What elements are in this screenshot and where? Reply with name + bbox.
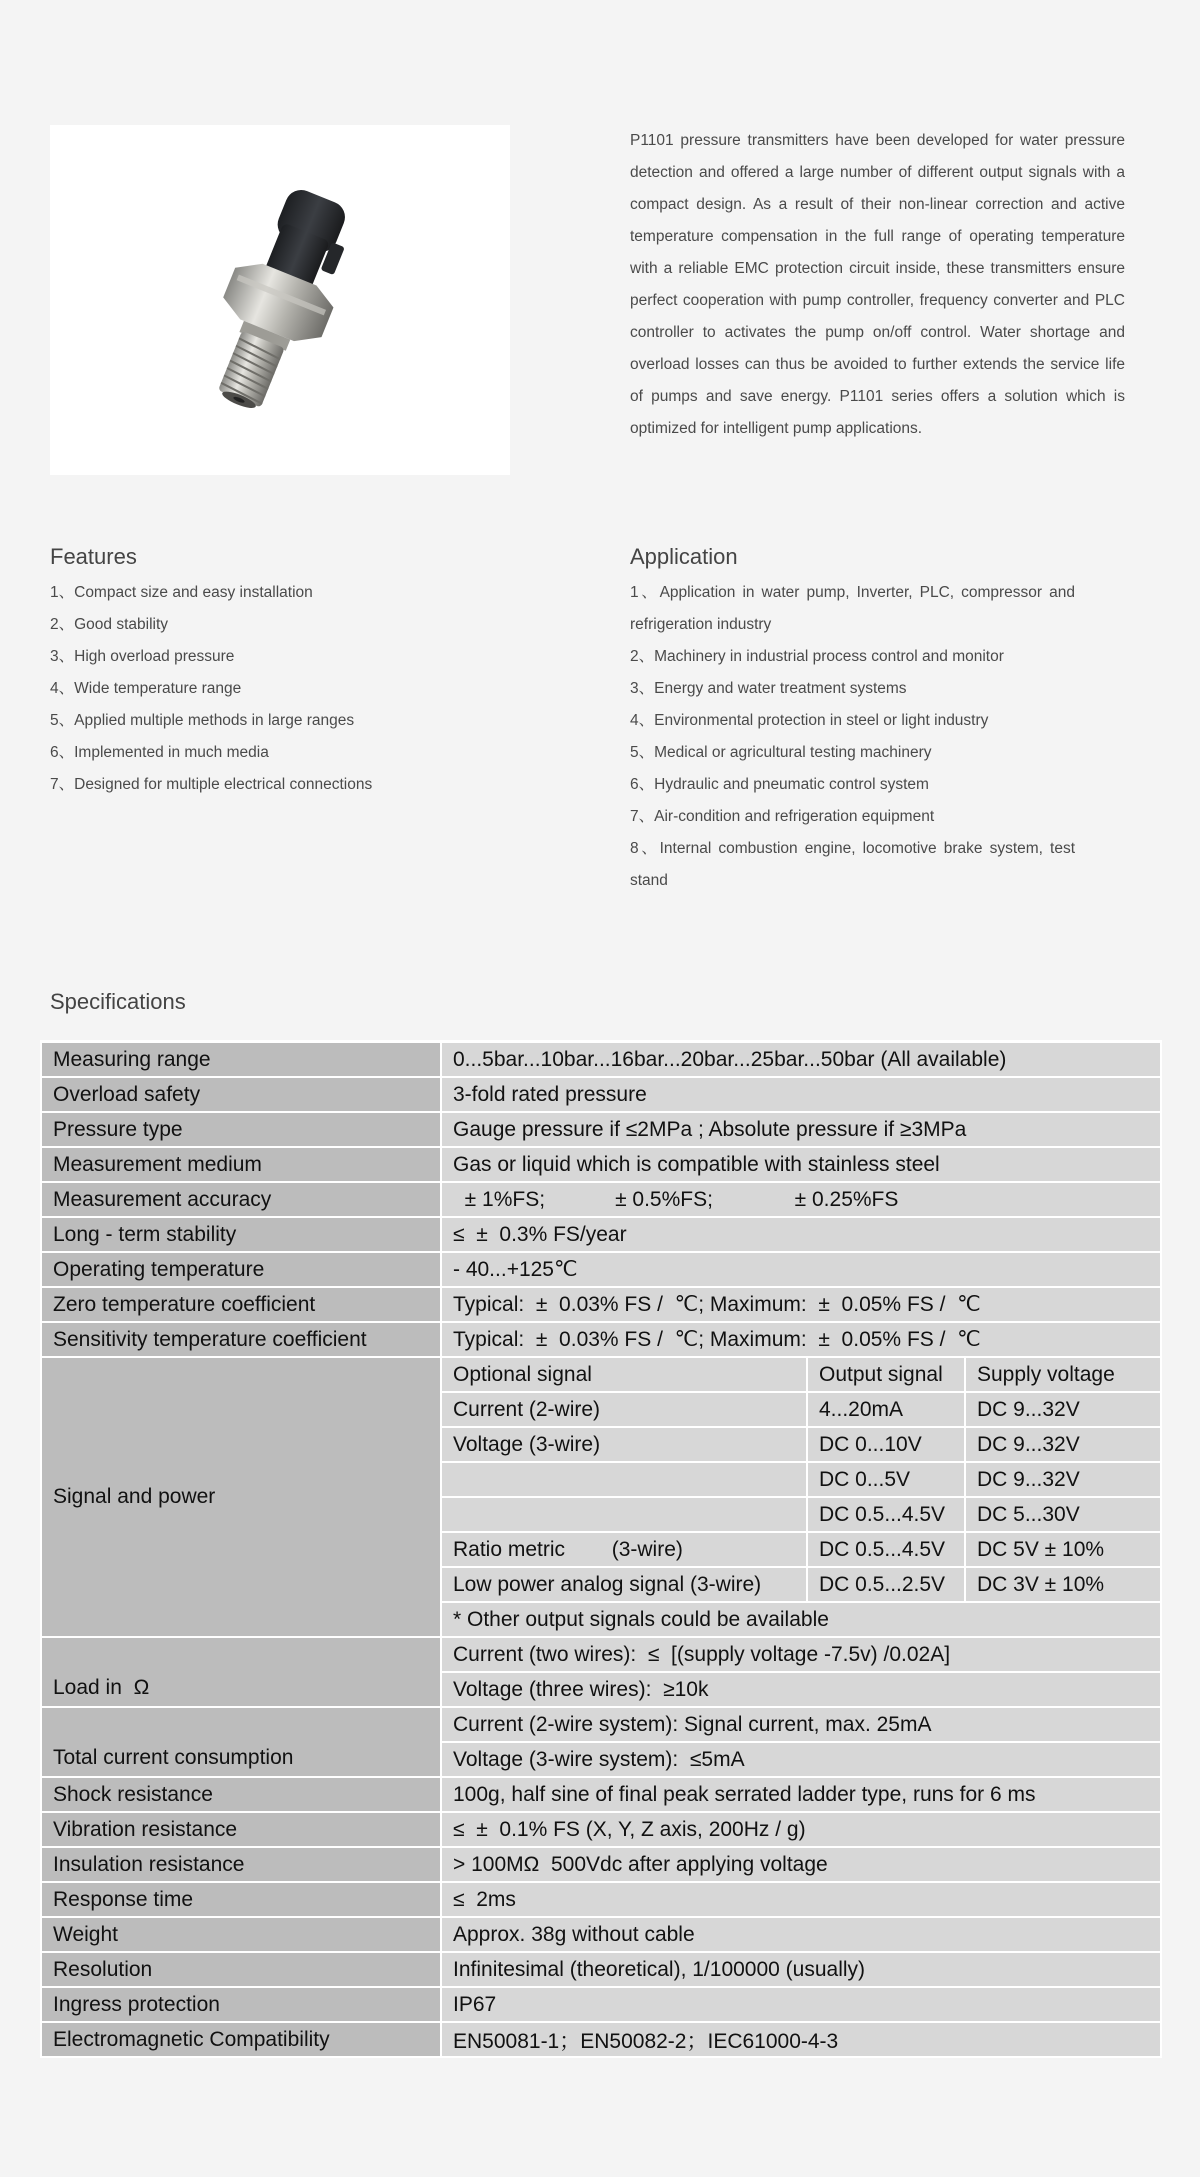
table-row: [41, 1147, 1161, 1182]
table-row: [41, 1847, 1161, 1882]
list-item: 3、Energy and water treatment systems: [630, 680, 907, 697]
spec-value: ≤ 2ms: [441, 1882, 1161, 1917]
pressure-transmitter-illustration: [50, 125, 510, 475]
list-item: 4、Environmental protection in steel or light industry: [630, 712, 989, 729]
spec-key: Measuring range: [41, 1042, 441, 1078]
signal-cell: Ratio metric (3-wire): [441, 1532, 807, 1567]
features-heading: Features: [50, 544, 137, 569]
list-item: 4、Wide temperature range: [50, 680, 242, 697]
product-description: P1101 pressure transmitters have been developed for water pressure detection and offered a large number of different output signals with a compact design. As a result of their non-linear correction and active temperature compensation in the full range of operating temperature with a reliable EMC protection circuit inside, these transmitters ensure perfect cooperation with pump controller, frequency converter and PLC controller to activates the pump on/off control. Water shortage and overload losses can thus be avoided to further extends the service life of pumps and save energy. P1101 series offers a solution which is optimized for intelligent pump applications.: [630, 132, 1125, 437]
signal-cell: DC 5V ± 10%: [965, 1532, 1161, 1567]
table-row: [41, 1707, 1161, 1742]
table-row: [41, 1217, 1161, 1252]
spec-key: Load in Ω: [41, 1637, 441, 1707]
table-row: [41, 1287, 1161, 1322]
spec-key: Overload safety: [41, 1077, 441, 1112]
list-item: 1、Application in water pump, Inverter, PLC, compressor and refrigeration industry: [630, 584, 1075, 633]
signal-cell: DC 3V ± 10%: [965, 1567, 1161, 1602]
spec-value: ≤ ± 0.3% FS/year: [441, 1217, 1161, 1252]
table-row: [41, 1987, 1161, 2022]
table-row: [41, 1812, 1161, 1847]
signal-cell: DC 5...30V: [965, 1497, 1161, 1532]
table-row: [41, 1952, 1161, 1987]
spec-value: 100g, half sine of final peak serrated ladder type, runs for 6 ms: [441, 1777, 1161, 1812]
specifications-table: [40, 1040, 1162, 2058]
signal-note: * Other output signals could be available: [441, 1602, 1161, 1637]
signal-header: Output signal: [807, 1357, 965, 1392]
spec-key: Electromagnetic Compatibility: [41, 2022, 441, 2057]
signal-cell: 4...20mA: [807, 1392, 965, 1427]
spec-key: Total current consumption: [41, 1707, 441, 1777]
table-row: [41, 1182, 1161, 1217]
signal-cell: DC 0.5...2.5V: [807, 1567, 965, 1602]
signal-cell: DC 0...10V: [807, 1427, 965, 1462]
spec-key: Pressure type: [41, 1112, 441, 1147]
spec-key: Measurement accuracy: [41, 1182, 441, 1217]
spec-value: > 100MΩ 500Vdc after applying voltage: [441, 1847, 1161, 1882]
table-row: [41, 1112, 1161, 1147]
spec-key: Measurement medium: [41, 1147, 441, 1182]
spec-value: Voltage (3-wire system): ≤5mA: [441, 1742, 1161, 1777]
specifications-heading: Specifications: [50, 989, 186, 1014]
spec-key: Sensitivity temperature coefficient: [41, 1322, 441, 1357]
spec-value: Typical: ± 0.03% FS / ℃; Maximum: ± 0.05% FS / ℃: [441, 1287, 1161, 1322]
spec-value: Gauge pressure if ≤2MPa ; Absolute pressure if ≥3MPa: [441, 1112, 1161, 1147]
list-item: 3、High overload pressure: [50, 648, 235, 665]
signal-cell: DC 9...32V: [965, 1392, 1161, 1427]
spec-key: Vibration resistance: [41, 1812, 441, 1847]
spec-value: 0...5bar...10bar...16bar...20bar...25bar...50bar (All available): [441, 1042, 1161, 1078]
spec-key: Insulation resistance: [41, 1847, 441, 1882]
spec-value: Infinitesimal (theoretical), 1/100000 (usually): [441, 1952, 1161, 1987]
list-item: 1、Compact size and easy installation: [50, 584, 313, 601]
table-row: [41, 1777, 1161, 1812]
spec-key: Zero temperature coefficient: [41, 1287, 441, 1322]
table-row: [41, 1637, 1161, 1672]
list-item: 6、Hydraulic and pneumatic control system: [630, 776, 929, 793]
spec-key: Ingress protection: [41, 1987, 441, 2022]
signal-cell: Current (2-wire): [441, 1392, 807, 1427]
signal-cell: DC 9...32V: [965, 1462, 1161, 1497]
table-row: [41, 1252, 1161, 1287]
spec-value: Current (two wires): ≤ [(supply voltage -7.5v) /0.02A]: [441, 1637, 1161, 1672]
list-item: 2、Machinery in industrial process control and monitor: [630, 648, 1004, 665]
spec-value: ± 1%FS; ± 0.5%FS; ± 0.25%FS: [441, 1182, 1161, 1217]
signal-cell: DC 0.5...4.5V: [807, 1497, 965, 1532]
spec-key: Long - term stability: [41, 1217, 441, 1252]
spec-value: EN50081-1；EN50082-2；IEC61000-4-3: [441, 2022, 1161, 2057]
table-row: [41, 1357, 1161, 1392]
spec-value: Voltage (three wires): ≥10k: [441, 1672, 1161, 1707]
table-row: [41, 1917, 1161, 1952]
spec-value: Current (2-wire system): Signal current, max. 25mA: [441, 1707, 1161, 1742]
spec-value: Typical: ± 0.03% FS / ℃; Maximum: ± 0.05% FS / ℃: [441, 1322, 1161, 1357]
list-item: 7、Designed for multiple electrical connections: [50, 776, 373, 793]
spec-value: Approx. 38g without cable: [441, 1917, 1161, 1952]
application-heading: Application: [630, 544, 738, 569]
table-row: [41, 2022, 1161, 2057]
signal-cell: [441, 1497, 807, 1532]
signal-cell: DC 0...5V: [807, 1462, 965, 1497]
spec-value: Gas or liquid which is compatible with stainless steel: [441, 1147, 1161, 1182]
spec-key: Signal and power: [41, 1357, 441, 1637]
spec-key: Resolution: [41, 1952, 441, 1987]
list-item: 2、Good stability: [50, 616, 169, 633]
signal-header: Supply voltage: [965, 1357, 1161, 1392]
spec-value: IP67: [441, 1987, 1161, 2022]
table-row: [41, 1042, 1161, 1078]
application-list: [630, 577, 1075, 897]
signal-cell: Low power analog signal (3-wire): [441, 1567, 807, 1602]
list-item: 7、Air-condition and refrigeration equipment: [630, 808, 935, 825]
list-item: 8、Internal combustion engine, locomotive brake system, test stand: [630, 840, 1075, 889]
signal-cell: [441, 1462, 807, 1497]
product-image: [50, 125, 510, 475]
spec-value: 3-fold rated pressure: [441, 1077, 1161, 1112]
list-item: 5、Medical or agricultural testing machinery: [630, 744, 932, 761]
table-row: [41, 1882, 1161, 1917]
spec-key: Operating temperature: [41, 1252, 441, 1287]
spec-value: - 40...+125℃: [441, 1252, 1161, 1287]
spec-key: Weight: [41, 1917, 441, 1952]
signal-cell: DC 9...32V: [965, 1427, 1161, 1462]
list-item: 5、Applied multiple methods in large ranges: [50, 712, 355, 729]
spec-key: Response time: [41, 1882, 441, 1917]
signal-header: Optional signal: [441, 1357, 807, 1392]
features-list: [50, 577, 570, 801]
table-row: [41, 1077, 1161, 1112]
spec-key: Shock resistance: [41, 1777, 441, 1812]
spec-value: ≤ ± 0.1% FS (X, Y, Z axis, 200Hz / g): [441, 1812, 1161, 1847]
signal-cell: DC 0.5...4.5V: [807, 1532, 965, 1567]
list-item: 6、Implemented in much media: [50, 744, 269, 761]
signal-cell: Voltage (3-wire): [441, 1427, 807, 1462]
table-row: [41, 1322, 1161, 1357]
